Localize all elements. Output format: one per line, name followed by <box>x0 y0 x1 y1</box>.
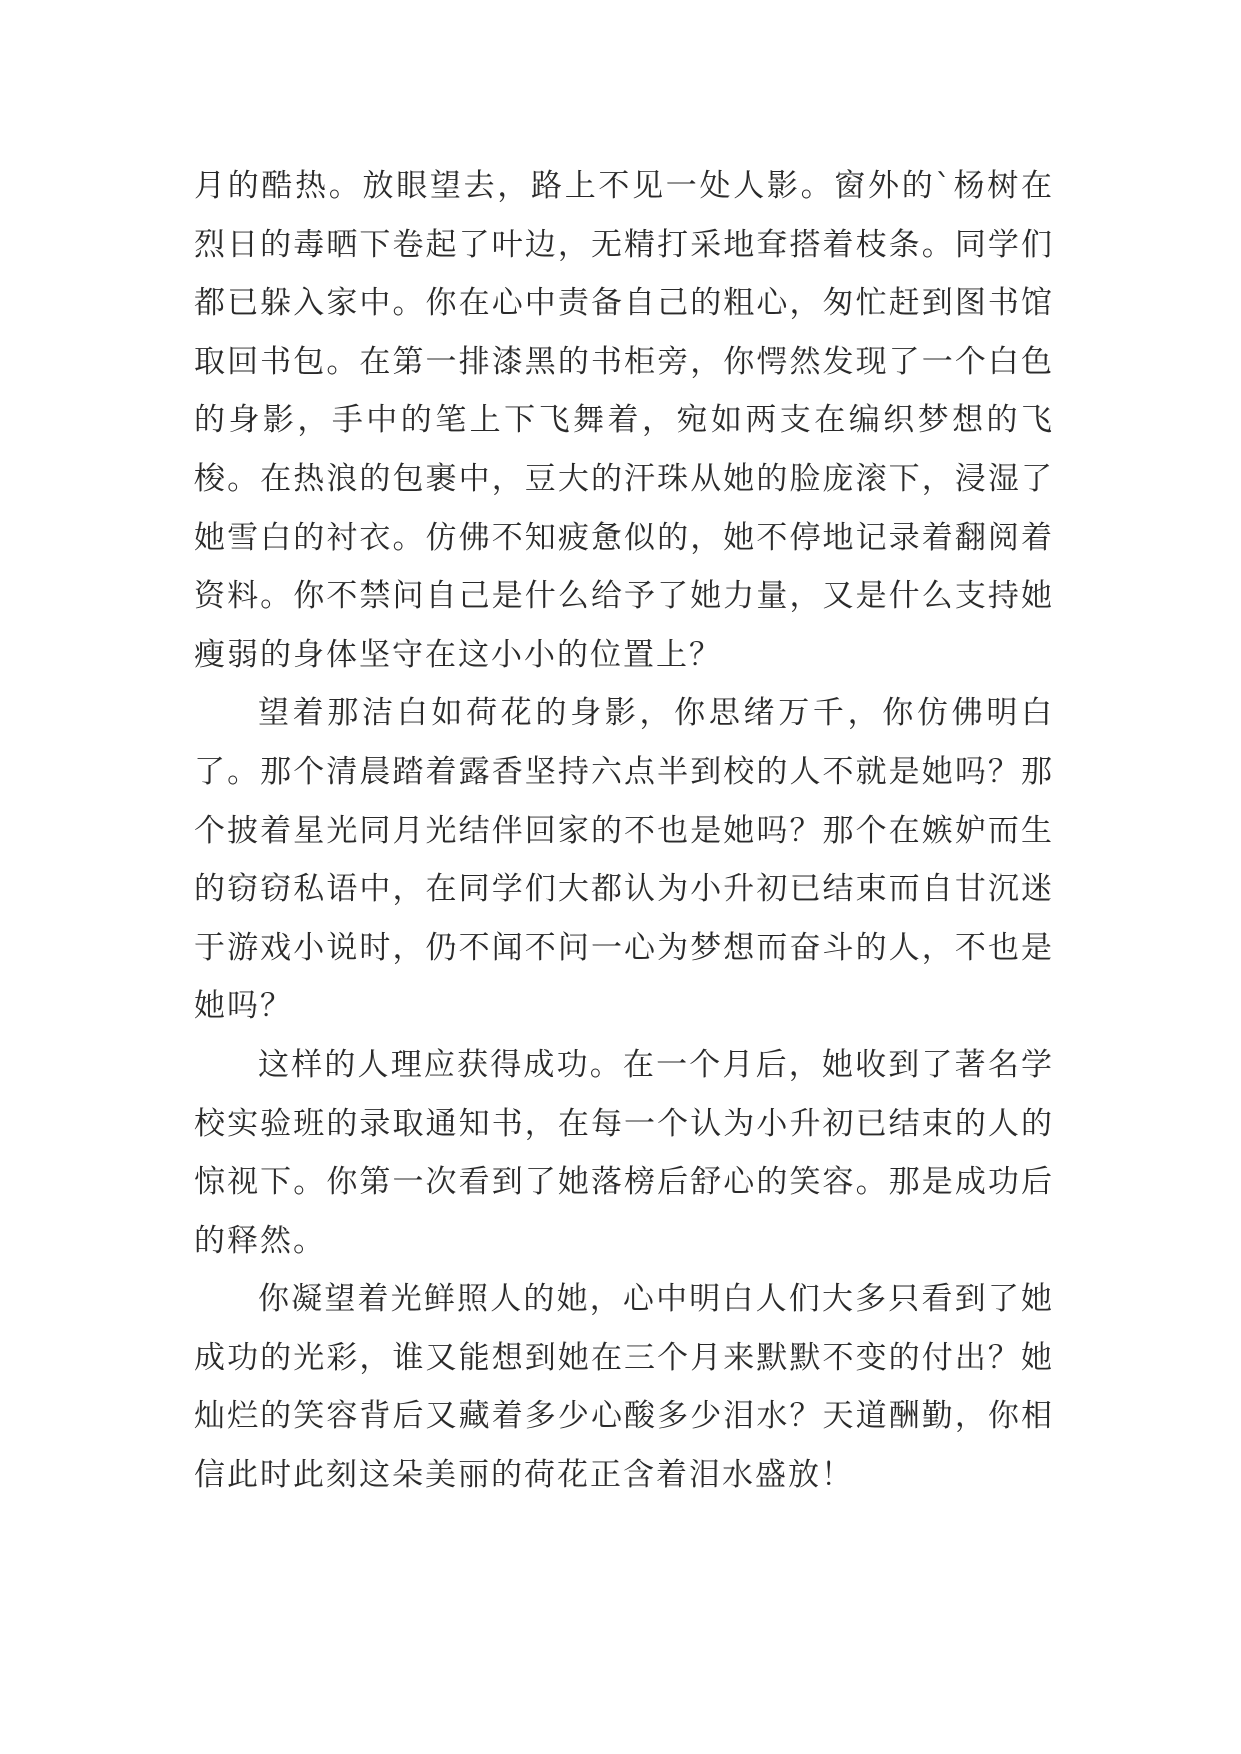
document-body <box>194 157 1054 1505</box>
paragraph-3: 这样的人理应获得成功。在一个月后，她收到了著名学校实验班的录取通知书，在每一个认为小升初已结束的人的惊视下。你第一次看到了她落榜后舒心的笑容。那是成功后的释然。 <box>194 1046 1054 1259</box>
paragraph-2: 望着那洁白如荷花的身影，你思绪万千，你仿佛明白了。那个清晨踏着露香坚持六点半到校的人不就是她吗？那个披着星光同月光结伴回家的不也是她吗？那个在嫉妒而生的窃窃私语中，在同学们大都认为小升初已结束而自甘沉迷于游戏小说时，仍不闻不问一心为梦想而奋斗的人，不也是她吗？ <box>194 695 1054 1025</box>
paragraph-1: 月的酷热。放眼望去，路上不见一处人影。窗外的`杨树在烈日的毒晒下卷起了叶边，无精打采地耷搭着枝条。同学们都已躲入家中。你在心中责备自己的粗心，匆忙赶到图书馆取回书包。在第一排漆黑的书柜旁，你愕然发现了一个白色的身影，手中的笔上下飞舞着，宛如两支在编织梦想的飞梭。在热浪的包裹中，豆大的汗珠从她的脸庞滚下，浸湿了她雪白的衬衣。仿佛不知疲惫似的，她不停地记录着翻阅着资料。你不禁问自己是什么给予了她力量，又是什么支持她瘦弱的身体坚守在这小小的位置上？ <box>194 168 1054 673</box>
paragraph-4: 你凝望着光鲜照人的她，心中明白人们大多只看到了她成功的光彩，谁又能想到她在三个月来默默不变的付出？她灿烂的笑容背后又藏着多少心酸多少泪水？天道酬勤，你相信此时此刻这朵美丽的荷花正含着泪水盛放！ <box>194 1281 1054 1494</box>
